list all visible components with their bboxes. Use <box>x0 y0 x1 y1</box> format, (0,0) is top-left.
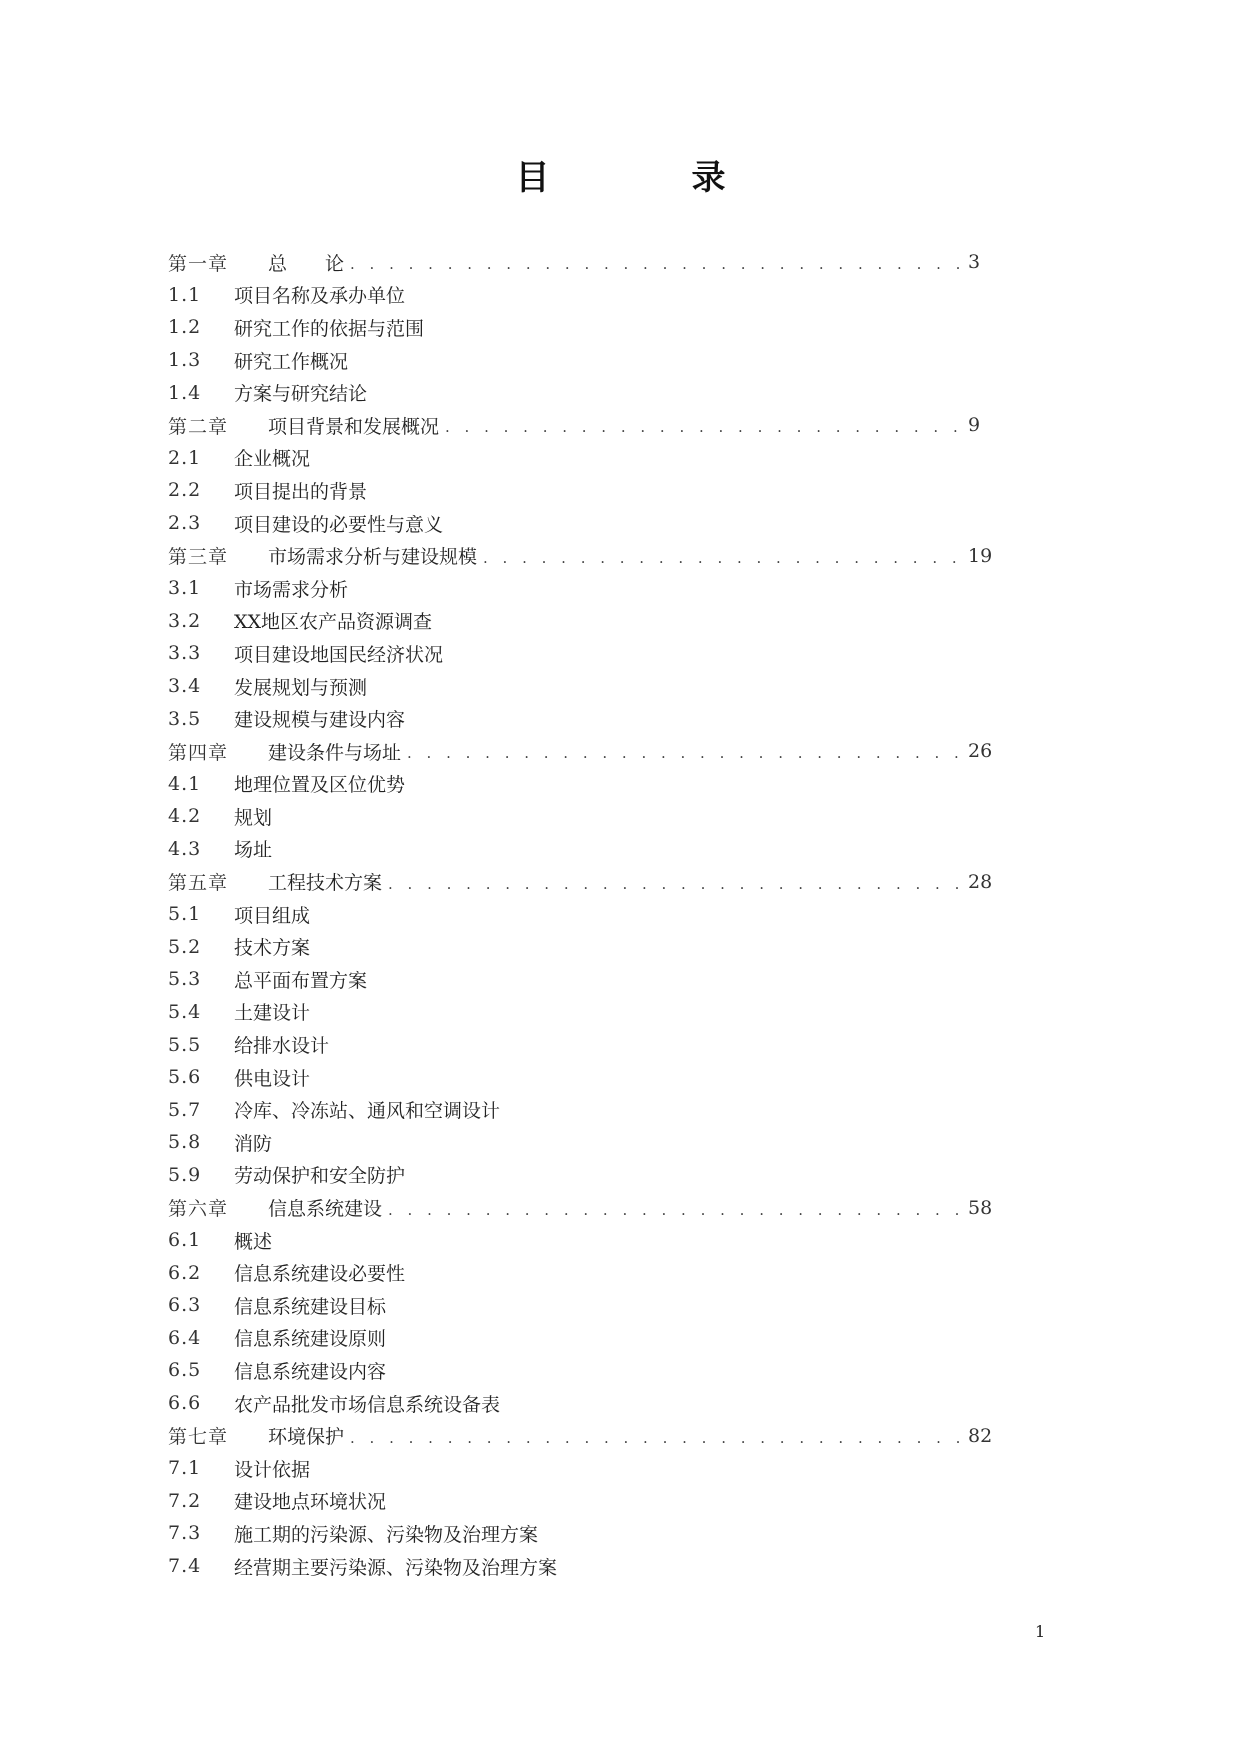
section-number: 5.6 <box>168 1066 202 1089</box>
toc-section-entry[interactable] <box>168 898 998 931</box>
section-number: 1.3 <box>168 349 202 372</box>
section-number: 1.1 <box>168 283 202 306</box>
toc-section-entry[interactable] <box>168 507 998 540</box>
section-number: 5.3 <box>168 968 202 991</box>
section-number: 6.6 <box>168 1392 202 1415</box>
section-number: 5.2 <box>168 935 202 958</box>
section-number: 6.1 <box>168 1229 202 1252</box>
toc-section-entry[interactable] <box>168 670 998 703</box>
section-title: 劳动保护和安全防护 <box>234 1165 406 1188</box>
section-number: 3.5 <box>168 707 202 730</box>
section-title: 发展规划与预测 <box>234 676 368 699</box>
toc-section-entry[interactable] <box>168 637 998 670</box>
section-title: 设计依据 <box>234 1458 311 1481</box>
section-number: 1.2 <box>168 316 202 339</box>
chapter-label: 第六章 <box>168 1198 229 1221</box>
section-number: 4.2 <box>168 805 202 828</box>
table-of-contents <box>168 246 998 1582</box>
toc-section-entry[interactable] <box>168 1256 998 1289</box>
section-title: 规划 <box>234 806 273 829</box>
toc-section-entry[interactable] <box>168 1061 998 1094</box>
section-title: 给排水设计 <box>234 1035 330 1058</box>
section-number: 5.5 <box>168 1033 202 1056</box>
section-number: 7.4 <box>168 1555 202 1578</box>
toc-section-entry[interactable] <box>168 1354 998 1387</box>
section-title: 土建设计 <box>234 1002 311 1025</box>
section-number: 2.2 <box>168 479 202 502</box>
chapter-page-number: 28 <box>968 870 993 893</box>
chapter-label: 第七章 <box>168 1426 229 1449</box>
section-title: 信息系统建设目标 <box>234 1295 387 1318</box>
section-number: 2.1 <box>168 446 202 469</box>
section-title: 项目建设的必要性与意义 <box>234 513 444 536</box>
toc-section-entry[interactable] <box>168 1452 998 1485</box>
toc-section-entry[interactable] <box>168 800 998 833</box>
section-number: 4.3 <box>168 837 202 860</box>
section-title: 概述 <box>234 1230 273 1253</box>
dot-leader <box>388 875 960 893</box>
section-title: 市场需求分析 <box>234 578 349 601</box>
section-title: 消防 <box>234 1132 273 1155</box>
dot-leader <box>407 744 960 762</box>
toc-section-entry[interactable] <box>168 768 998 801</box>
toc-section-entry[interactable] <box>168 1387 998 1420</box>
toc-chapter-entry[interactable] <box>168 246 998 279</box>
section-title: 建设规模与建设内容 <box>234 709 406 732</box>
toc-section-entry[interactable] <box>168 376 998 409</box>
toc-section-entry[interactable] <box>168 605 998 638</box>
toc-chapter-entry[interactable] <box>168 1191 998 1224</box>
section-title: 企业概况 <box>234 448 311 471</box>
chapter-page-number: 58 <box>968 1196 993 1219</box>
toc-section-entry[interactable] <box>168 1028 998 1061</box>
chapter-title: 信息系统建设 <box>268 1198 383 1221</box>
section-title: 场址 <box>234 839 273 862</box>
toc-section-entry[interactable] <box>168 1224 998 1257</box>
section-title: 信息系统建设原则 <box>234 1328 387 1351</box>
section-title: 方案与研究结论 <box>234 383 368 406</box>
section-title: 农产品批发市场信息系统设备表 <box>234 1393 501 1416</box>
toc-section-entry[interactable] <box>168 442 998 475</box>
section-title: 研究工作概况 <box>234 350 349 373</box>
toc-section-entry[interactable] <box>168 1517 998 1550</box>
toc-section-entry[interactable] <box>168 311 998 344</box>
section-title: XX地区农产品资源调查 <box>234 611 433 634</box>
chapter-page-number: 3 <box>968 251 981 274</box>
section-title: 研究工作的依据与范围 <box>234 317 425 340</box>
section-number: 6.5 <box>168 1359 202 1382</box>
page-number: 1 <box>1035 1622 1046 1641</box>
chapter-title: 项目背景和发展概况 <box>268 415 440 438</box>
section-number: 6.3 <box>168 1294 202 1317</box>
section-number: 7.3 <box>168 1522 202 1545</box>
dot-leader <box>483 549 960 567</box>
section-number: 3.1 <box>168 577 202 600</box>
chapter-title: 总 论 <box>268 252 345 275</box>
section-title: 建设地点环境状况 <box>234 1491 387 1514</box>
chapter-page-number: 82 <box>968 1424 993 1447</box>
toc-section-entry[interactable] <box>168 702 998 735</box>
toc-section-entry[interactable] <box>168 572 998 605</box>
dot-leader <box>388 1201 960 1219</box>
chapter-page-number: 26 <box>968 740 993 763</box>
section-title: 项目名称及承办单位 <box>234 285 406 308</box>
section-number: 2.3 <box>168 512 202 535</box>
chapter-label: 第五章 <box>168 872 229 895</box>
section-number: 4.1 <box>168 772 202 795</box>
section-title: 施工期的污染源、污染物及治理方案 <box>234 1523 539 1546</box>
section-number: 3.4 <box>168 675 202 698</box>
section-number: 3.3 <box>168 642 202 665</box>
chapter-label: 第二章 <box>168 415 229 438</box>
section-title: 项目组成 <box>234 904 311 927</box>
dot-leader <box>350 255 960 273</box>
section-title: 冷库、冷冻站、通风和空调设计 <box>234 1100 501 1123</box>
toc-chapter-entry[interactable] <box>168 865 998 898</box>
section-number: 6.4 <box>168 1326 202 1349</box>
chapter-label: 第一章 <box>168 252 229 275</box>
section-number: 5.1 <box>168 903 202 926</box>
toc-section-entry[interactable] <box>168 963 998 996</box>
section-number: 1.4 <box>168 381 202 404</box>
section-title: 经营期主要污染源、污染物及治理方案 <box>234 1556 558 1579</box>
chapter-title: 建设条件与场址 <box>268 741 402 764</box>
toc-section-entry[interactable] <box>168 1159 998 1192</box>
toc-section-entry[interactable] <box>168 1289 998 1322</box>
toc-section-entry[interactable] <box>168 930 998 963</box>
toc-section-entry[interactable] <box>168 1485 998 1518</box>
section-number: 5.4 <box>168 1000 202 1023</box>
section-title: 项目提出的背景 <box>234 480 368 503</box>
toc-section-entry[interactable] <box>168 833 998 866</box>
section-title: 总平面布置方案 <box>234 969 368 992</box>
section-number: 7.1 <box>168 1457 202 1480</box>
section-title: 地理位置及区位优势 <box>234 774 406 797</box>
toc-section-entry[interactable] <box>168 1093 998 1126</box>
toc-section-entry[interactable] <box>168 1322 998 1355</box>
section-number: 7.2 <box>168 1489 202 1512</box>
section-title: 信息系统建设必要性 <box>234 1263 406 1286</box>
section-title: 信息系统建设内容 <box>234 1360 387 1383</box>
section-number: 5.9 <box>168 1163 202 1186</box>
chapter-page-number: 19 <box>968 544 993 567</box>
chapter-page-number: 9 <box>968 414 981 437</box>
chapter-label: 第三章 <box>168 546 229 569</box>
section-number: 6.2 <box>168 1261 202 1284</box>
chapter-title: 环境保护 <box>268 1426 345 1449</box>
toc-section-entry[interactable] <box>168 996 998 1029</box>
section-number: 3.2 <box>168 609 202 632</box>
toc-title: 目 录 <box>515 158 780 198</box>
section-title: 项目建设地国民经济状况 <box>234 643 444 666</box>
toc-chapter-entry[interactable] <box>168 409 998 442</box>
chapter-title: 工程技术方案 <box>268 872 383 895</box>
toc-chapter-entry[interactable] <box>168 735 998 768</box>
section-number: 5.8 <box>168 1131 202 1154</box>
toc-chapter-entry[interactable] <box>168 539 998 572</box>
toc-section-entry[interactable] <box>168 344 998 377</box>
section-title: 供电设计 <box>234 1067 311 1090</box>
dot-leader <box>445 418 960 436</box>
toc-section-entry[interactable] <box>168 1126 998 1159</box>
toc-section-entry[interactable] <box>168 1550 998 1583</box>
chapter-label: 第四章 <box>168 741 229 764</box>
toc-section-entry[interactable] <box>168 474 998 507</box>
chapter-title: 市场需求分析与建设规模 <box>268 546 478 569</box>
toc-chapter-entry[interactable] <box>168 1419 998 1452</box>
dot-leader <box>350 1429 960 1447</box>
section-title: 技术方案 <box>234 937 311 960</box>
toc-section-entry[interactable] <box>168 279 998 312</box>
section-number: 5.7 <box>168 1098 202 1121</box>
